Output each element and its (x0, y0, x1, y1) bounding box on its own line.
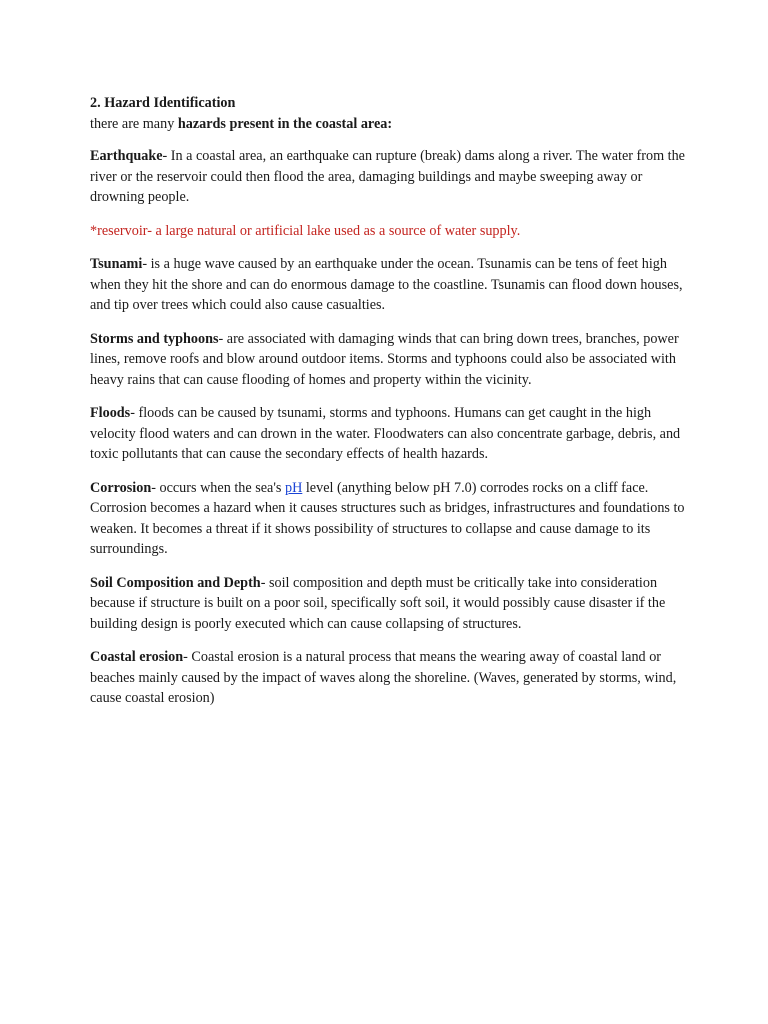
hazard-erosion (90, 647, 690, 709)
reservoir-note: *reservoir- a large natural or artificial lake used as a source of water supply. (90, 222, 521, 239)
section-intro (90, 116, 392, 132)
hazard-earthquake (90, 146, 690, 208)
hazard-term-corrosion: Corrosion (90, 479, 152, 496)
hazard-desc-corrosion-before: - occurs when the sea's (151, 479, 285, 496)
section-heading: 2. Hazard Identification (90, 95, 236, 111)
hazard-corrosion (90, 478, 690, 560)
hazard-soil (90, 573, 690, 635)
hazard-desc-storms: - are associated with damaging winds that can bring down trees, branches, power lines, remove roofs and blow around outdoor items. Storms and typhoons could also be associated with heavy rains that can cause flooding of homes and property within the vicinity. (90, 330, 679, 388)
hazard-term-storms: Storms and typhoons (90, 330, 219, 347)
hazard-desc-earthquake: - In a coastal area, an earthquake can rupture (break) dams along a river. The water from the river or the reservoir could then flood the area, damaging buildings and maybe sweeping away or drowning people. (90, 148, 685, 205)
hazard-desc-soil: - soil composition and depth must be critically take into consideration because if structure is built on a poor soil, specifically soft soil, it would possibly cause disaster if the building design is poorly executed which can cause collapsing of structures. (90, 574, 666, 632)
intro-bold-text: hazards present in the coastal area: (177, 115, 393, 132)
hazard-tsunami (90, 254, 690, 316)
hazard-desc-tsunami: - is a huge wave caused by an earthquake under the ocean. Tsunamis can be tens of feet high when they hit the shore and can do enormous damage to the coastline. Tsunamis can flood down houses, and tip over trees which could also cause casualties. (90, 256, 683, 313)
section-header (90, 93, 690, 134)
document-page (90, 93, 690, 722)
hazard-desc-corrosion-after: level (anything below pH 7.0) corrodes rocks on a cliff face. Corrosion becomes a hazard when it causes structures such as bridges, infrastructures and foundations to weaken. It becomes a threat if it shows possibility of structures to collapse and cause damage to its surroundings. (90, 479, 685, 557)
hazard-desc-floods: - floods can be caused by tsunami, storms and typhoons. Humans can get caught in the high velocity flood waters and can drown in the water. Floodwaters can also concentrate garbage, debris, and toxic pollutants that can cause the secondary effects of health hazards. (90, 405, 681, 462)
hazard-term-earthquake: Earthquake (90, 148, 163, 164)
hazard-term-erosion: Coastal erosion (90, 649, 184, 665)
hazard-term-floods: Floods (90, 405, 131, 421)
ph-link[interactable]: pH (284, 479, 303, 496)
hazard-storms (90, 329, 690, 391)
hazard-desc-erosion: - Coastal erosion is a natural process that means the wearing away of coastal land or beaches mainly caused by the impact of waves along the shoreline. (Waves, generated by storms, wind, cause coastal erosion) (90, 649, 677, 706)
hazard-floods (90, 403, 690, 465)
hazard-term-soil: Soil Composition and Depth (90, 574, 261, 591)
hazard-term-tsunami: Tsunami (90, 256, 143, 272)
intro-plain-text: there are many (90, 115, 178, 132)
